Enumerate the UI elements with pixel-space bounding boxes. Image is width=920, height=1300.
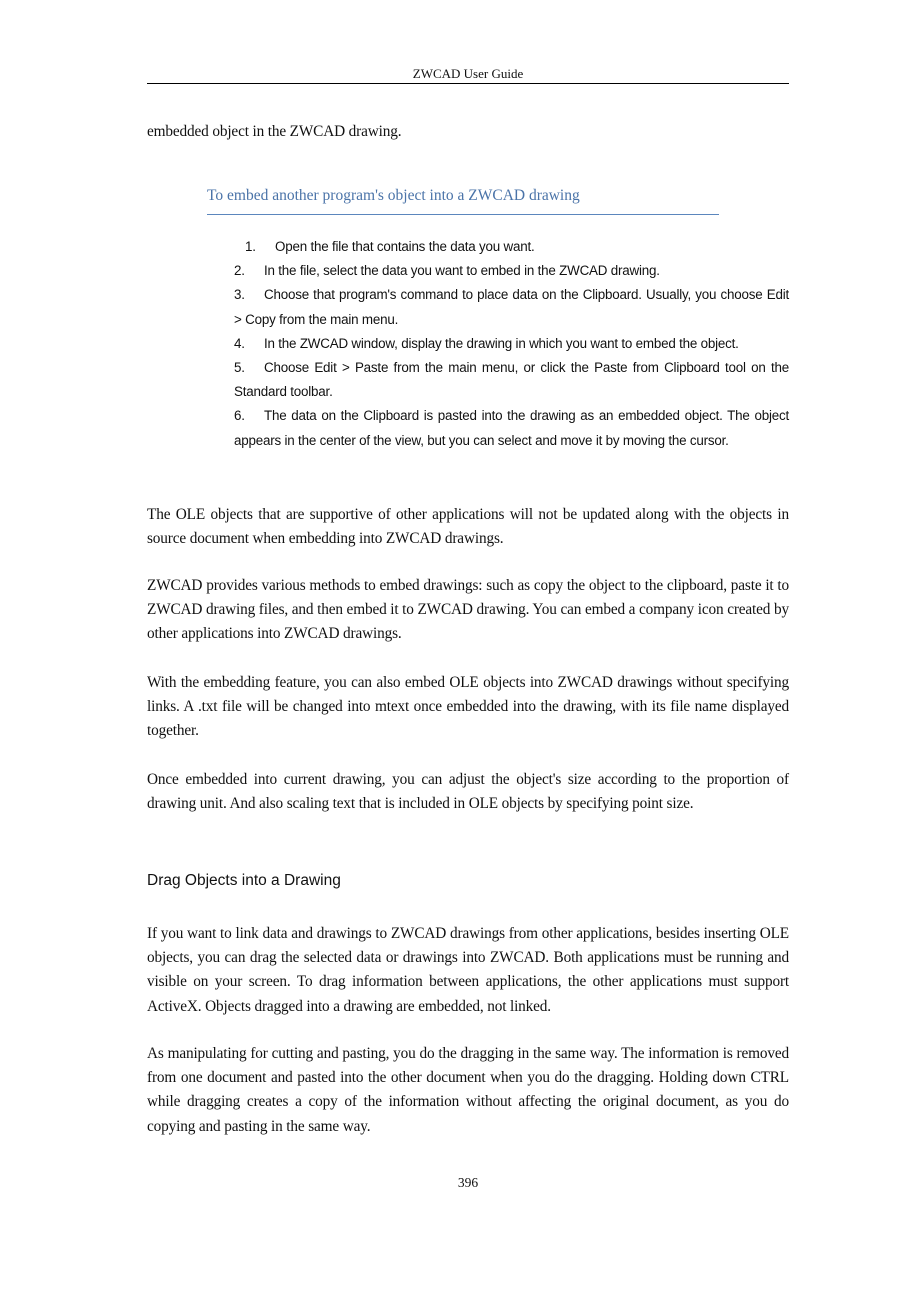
step-number: 2. bbox=[234, 263, 245, 279]
paragraph-ole-update: The OLE objects that are supportive of other applications will not be updated along with the objects in source document when embedding into ZWCAD drawings. bbox=[147, 506, 789, 548]
step-text: Open the file that contains the data you want. bbox=[275, 239, 535, 254]
step-text: In the file, select the data you want to embed in the ZWCAD drawing. bbox=[264, 263, 660, 279]
step-number: 3. bbox=[234, 287, 245, 303]
step-number: 6. bbox=[234, 408, 245, 424]
procedure-steps bbox=[234, 235, 789, 453]
step-text: Choose Edit > Paste from the main menu, or click the Paste from Clipboard tool on the Standard toolbar. bbox=[234, 360, 789, 400]
paragraph-embedding-feature: With the embedding feature, you can also embed OLE objects into ZWCAD drawings without specifying links. A .txt file will be changed into mtext once embedded into the drawing, with its file name displayed together. bbox=[147, 674, 789, 740]
step-number: 4. bbox=[234, 335, 245, 351]
page-number: 396 bbox=[457, 1175, 479, 1190]
procedure-step bbox=[234, 235, 789, 259]
step-text: The data on the Clipboard is pasted into the drawing as an embedded object. The object appears in the center of the view, but you can select and move it by moving the cursor. bbox=[234, 408, 789, 448]
section-heading-drag-objects: Drag Objects into a Drawing bbox=[147, 872, 341, 889]
step-number: 5. bbox=[234, 360, 245, 376]
procedure-title-underline bbox=[207, 214, 719, 215]
procedure-step bbox=[234, 283, 789, 331]
procedure-step bbox=[234, 259, 789, 283]
paragraph-drag-link-data: If you want to link data and drawings to ZWCAD drawings from other applications, besides inserting OLE objects, you can drag the selected data or drawings into ZWCAD. Both applications must be running and visible on your screen. To drag information between applications, the other applications must support ActiveX. Objects dragged into a drawing are embedded, not linked. bbox=[147, 925, 789, 1015]
procedure-step bbox=[234, 356, 789, 404]
procedure-title: To embed another program's object into a ZWCAD drawing bbox=[207, 187, 580, 204]
header-divider bbox=[147, 83, 789, 84]
step-text: In the ZWCAD window, display the drawing in which you want to embed the object. bbox=[264, 335, 739, 351]
intro-continuation: embedded object in the ZWCAD drawing. bbox=[147, 123, 402, 140]
paragraph-drag-cut-paste: As manipulating for cutting and pasting, you do the dragging in the same way. The information is removed from one document and pasted into the other document when you do the dragging. Holding down CTRL while dragging creates a copy of the information without affecting the original document, as you do copying and pasting in the same way. bbox=[147, 1045, 789, 1135]
paragraph-embed-methods: ZWCAD provides various methods to embed drawings: such as copy the object to the clipboard, paste it to ZWCAD drawing files, and then embed it to ZWCAD drawing. You can embed a company icon created by other applications into ZWCAD drawings. bbox=[147, 577, 789, 643]
step-number: 1. bbox=[245, 239, 256, 254]
procedure-step bbox=[234, 404, 789, 452]
procedure-step bbox=[234, 332, 789, 356]
paragraph-adjust-size: Once embedded into current drawing, you can adjust the object's size according to the proportion of drawing unit. And also scaling text that is included in OLE objects by specifying point size. bbox=[147, 771, 789, 813]
step-text: Choose that program's command to place data on the Clipboard. Usually, you choose Edit > Copy from the main menu. bbox=[234, 287, 789, 327]
running-header-title: ZWCAD User Guide bbox=[412, 66, 524, 81]
